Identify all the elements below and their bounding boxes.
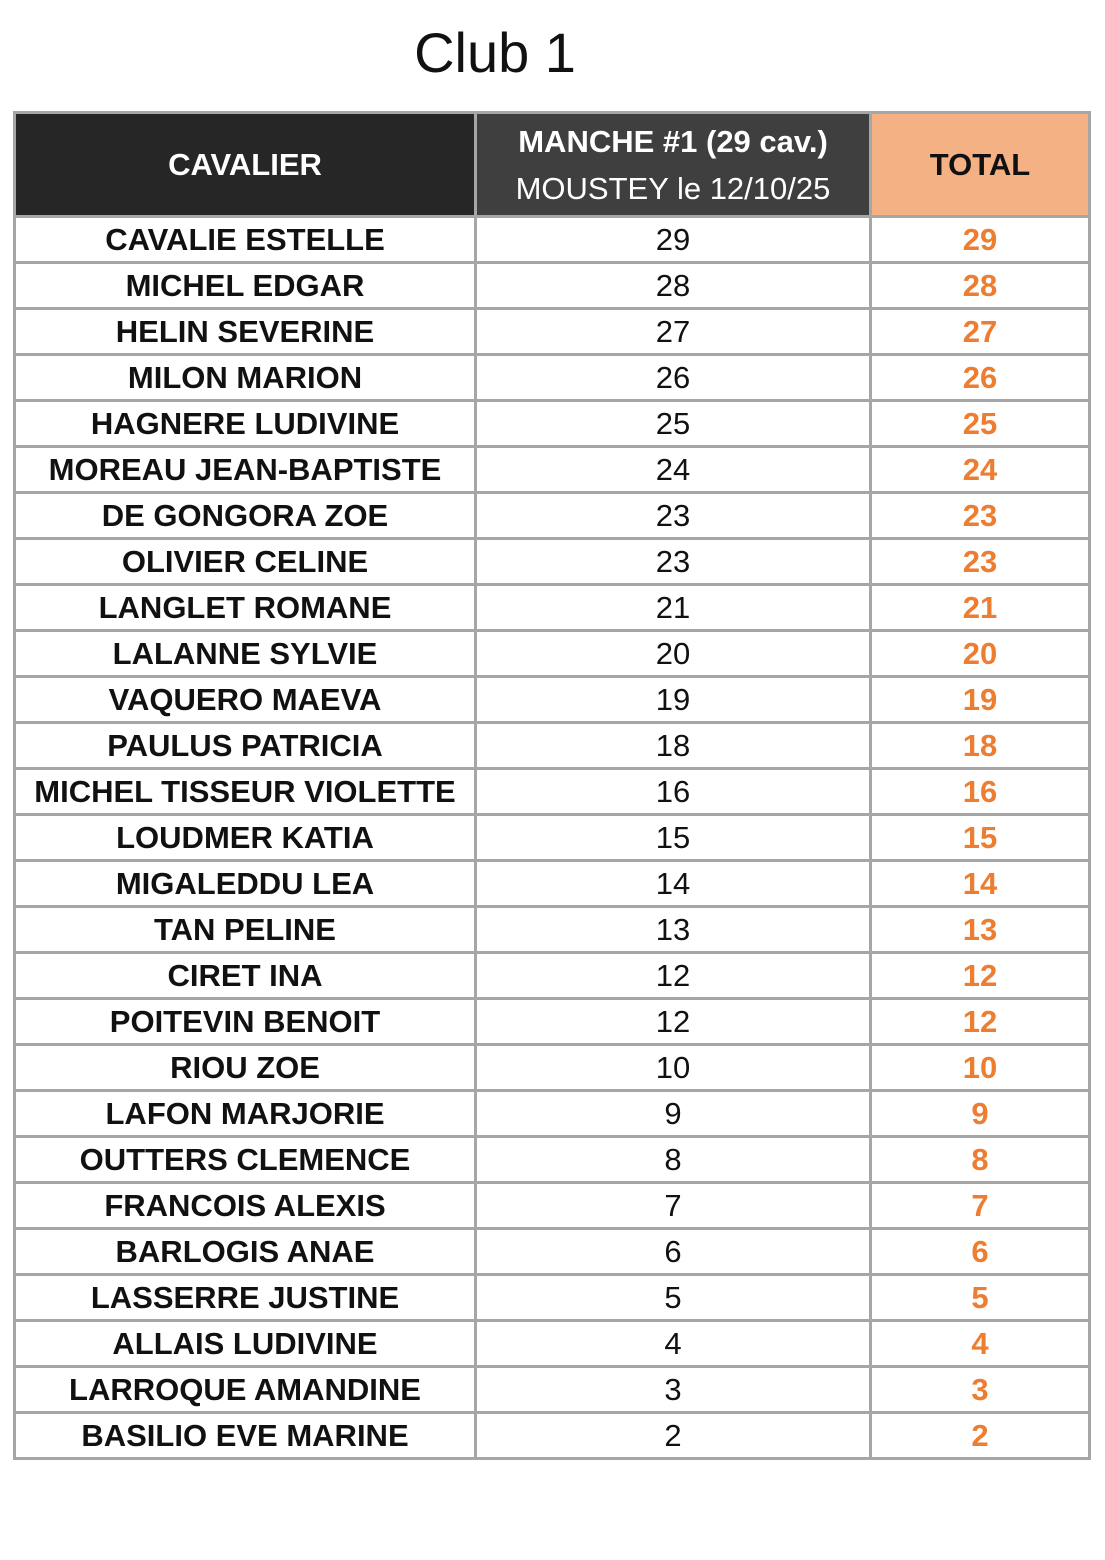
table-row xyxy=(15,1321,1090,1367)
manche-1-score-cell: 12 xyxy=(476,953,871,999)
total-score-cell: 5 xyxy=(871,1275,1090,1321)
total-score-cell: 4 xyxy=(871,1321,1090,1367)
column-header-cavalier: CAVALIER xyxy=(15,113,476,217)
table-row xyxy=(15,1091,1090,1137)
table-row xyxy=(15,1045,1090,1091)
rider-name-cell: MOREAU JEAN-BAPTISTE xyxy=(15,447,476,493)
table-row xyxy=(15,447,1090,493)
total-score-cell: 9 xyxy=(871,1091,1090,1137)
manche-1-score-cell: 10 xyxy=(476,1045,871,1091)
total-score-cell: 16 xyxy=(871,769,1090,815)
header-row xyxy=(15,113,1090,217)
total-score-cell: 8 xyxy=(871,1137,1090,1183)
manche-1-score-cell: 28 xyxy=(476,263,871,309)
manche-1-score-cell: 24 xyxy=(476,447,871,493)
table-row xyxy=(15,631,1090,677)
manche-1-score-cell: 7 xyxy=(476,1183,871,1229)
table-body xyxy=(15,217,1090,1459)
manche-1-score-cell: 2 xyxy=(476,1413,871,1459)
total-score-cell: 12 xyxy=(871,999,1090,1045)
rider-name-cell: POITEVIN BENOIT xyxy=(15,999,476,1045)
page-title: Club 1 xyxy=(414,21,576,84)
rider-name-cell: PAULUS PATRICIA xyxy=(15,723,476,769)
manche-1-score-cell: 16 xyxy=(476,769,871,815)
rider-name-cell: OUTTERS CLEMENCE xyxy=(15,1137,476,1183)
manche-1-score-cell: 13 xyxy=(476,907,871,953)
manche-1-score-cell: 26 xyxy=(476,355,871,401)
table-row xyxy=(15,1229,1090,1275)
total-score-cell: 25 xyxy=(871,401,1090,447)
total-score-cell: 15 xyxy=(871,815,1090,861)
results-table xyxy=(13,111,1091,1460)
rider-name-cell: BASILIO EVE MARINE xyxy=(15,1413,476,1459)
table-row xyxy=(15,1137,1090,1183)
total-score-cell: 7 xyxy=(871,1183,1090,1229)
manche-1-score-cell: 15 xyxy=(476,815,871,861)
rider-name-cell: MILON MARION xyxy=(15,355,476,401)
rider-name-cell: FRANCOIS ALEXIS xyxy=(15,1183,476,1229)
manche-1-score-cell: 21 xyxy=(476,585,871,631)
total-score-cell: 26 xyxy=(871,355,1090,401)
manche-1-score-cell: 8 xyxy=(476,1137,871,1183)
rider-name-cell: LANGLET ROMANE xyxy=(15,585,476,631)
rider-name-cell: TAN PELINE xyxy=(15,907,476,953)
manche-1-score-cell: 5 xyxy=(476,1275,871,1321)
rider-name-cell: BARLOGIS ANAE xyxy=(15,1229,476,1275)
table-row xyxy=(15,585,1090,631)
table-row xyxy=(15,493,1090,539)
table-row xyxy=(15,1367,1090,1413)
manche-title: MANCHE #1 (29 cav.) xyxy=(518,123,828,159)
rider-name-cell: VAQUERO MAEVA xyxy=(15,677,476,723)
total-score-cell: 2 xyxy=(871,1413,1090,1459)
manche-1-score-cell: 23 xyxy=(476,493,871,539)
table-row xyxy=(15,263,1090,309)
rider-name-cell: LARROQUE AMANDINE xyxy=(15,1367,476,1413)
rider-name-cell: LOUDMER KATIA xyxy=(15,815,476,861)
total-score-cell: 14 xyxy=(871,861,1090,907)
total-score-cell: 19 xyxy=(871,677,1090,723)
manche-1-score-cell: 14 xyxy=(476,861,871,907)
manche-1-score-cell: 9 xyxy=(476,1091,871,1137)
rider-name-cell: LASSERRE JUSTINE xyxy=(15,1275,476,1321)
rider-name-cell: DE GONGORA ZOE xyxy=(15,493,476,539)
table-row xyxy=(15,539,1090,585)
table-row xyxy=(15,217,1090,263)
total-score-cell: 21 xyxy=(871,585,1090,631)
total-score-cell: 6 xyxy=(871,1229,1090,1275)
table-row xyxy=(15,769,1090,815)
total-score-cell: 3 xyxy=(871,1367,1090,1413)
table-row xyxy=(15,815,1090,861)
table-row xyxy=(15,309,1090,355)
table-row xyxy=(15,953,1090,999)
total-score-cell: 12 xyxy=(871,953,1090,999)
manche-1-score-cell: 20 xyxy=(476,631,871,677)
rider-name-cell: LALANNE SYLVIE xyxy=(15,631,476,677)
total-score-cell: 23 xyxy=(871,493,1090,539)
manche-1-score-cell: 23 xyxy=(476,539,871,585)
table-row xyxy=(15,907,1090,953)
total-score-cell: 28 xyxy=(871,263,1090,309)
manche-1-score-cell: 29 xyxy=(476,217,871,263)
rider-name-cell: HAGNERE LUDIVINE xyxy=(15,401,476,447)
rider-name-cell: OLIVIER CELINE xyxy=(15,539,476,585)
manche-1-score-cell: 27 xyxy=(476,309,871,355)
manche-1-score-cell: 3 xyxy=(476,1367,871,1413)
table-row xyxy=(15,401,1090,447)
rider-name-cell: ALLAIS LUDIVINE xyxy=(15,1321,476,1367)
rider-name-cell: LAFON MARJORIE xyxy=(15,1091,476,1137)
rider-name-cell: CIRET INA xyxy=(15,953,476,999)
manche-subtitle: MOUSTEY le 12/10/25 xyxy=(515,170,831,206)
total-score-cell: 27 xyxy=(871,309,1090,355)
rider-name-cell: MICHEL EDGAR xyxy=(15,263,476,309)
table-row xyxy=(15,1413,1090,1459)
table-row xyxy=(15,723,1090,769)
rider-name-cell: HELIN SEVERINE xyxy=(15,309,476,355)
table-row xyxy=(15,355,1090,401)
manche-1-score-cell: 6 xyxy=(476,1229,871,1275)
column-header-total: TOTAL xyxy=(871,113,1090,217)
manche-1-score-cell: 4 xyxy=(476,1321,871,1367)
total-score-cell: 18 xyxy=(871,723,1090,769)
rider-name-cell: CAVALIE ESTELLE xyxy=(15,217,476,263)
table-row xyxy=(15,1183,1090,1229)
total-score-cell: 29 xyxy=(871,217,1090,263)
table-row xyxy=(15,861,1090,907)
rider-name-cell: MIGALEDDU LEA xyxy=(15,861,476,907)
manche-1-score-cell: 19 xyxy=(476,677,871,723)
total-score-cell: 24 xyxy=(871,447,1090,493)
total-score-cell: 13 xyxy=(871,907,1090,953)
table-row xyxy=(15,999,1090,1045)
manche-1-score-cell: 25 xyxy=(476,401,871,447)
manche-1-score-cell: 12 xyxy=(476,999,871,1045)
column-header-manche-1 xyxy=(476,113,871,217)
rider-name-cell: RIOU ZOE xyxy=(15,1045,476,1091)
manche-1-score-cell: 18 xyxy=(476,723,871,769)
table-row xyxy=(15,1275,1090,1321)
total-score-cell: 10 xyxy=(871,1045,1090,1091)
table-header xyxy=(15,113,1090,217)
total-score-cell: 23 xyxy=(871,539,1090,585)
total-score-cell: 20 xyxy=(871,631,1090,677)
table-row xyxy=(15,677,1090,723)
rider-name-cell: MICHEL TISSEUR VIOLETTE xyxy=(15,769,476,815)
